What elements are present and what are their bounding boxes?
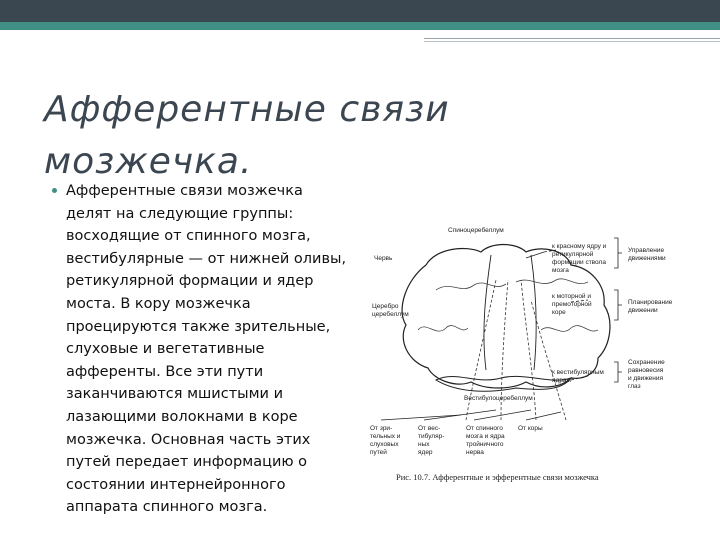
label-out-bot: к вестибулярным [552, 369, 604, 376]
label-input-2: ных [418, 441, 430, 448]
afferent-line [381, 415, 461, 420]
vermis-region [484, 255, 536, 370]
label-out-mid: к моторной и [552, 293, 591, 300]
label-out-mid: премоторной [552, 301, 592, 308]
lobe-ridge [541, 326, 598, 332]
afferent-line [526, 412, 561, 420]
label-out-mid: коре [552, 309, 566, 316]
label-input-3: мозга и ядра [466, 433, 505, 440]
label-input-1: тельных и [370, 433, 401, 440]
label-vermis: Червь [374, 255, 393, 262]
lobe-ridge [418, 326, 468, 332]
label-cerebro: Церебро [372, 303, 399, 310]
bullet-icon [52, 188, 57, 193]
label-fn-mid: Планирование [628, 299, 673, 306]
label-fn-bot: Сохранение [628, 359, 665, 366]
cerebellum-diagram-svg [366, 220, 691, 490]
lobe-ridge [516, 279, 588, 284]
label-cerebro: церебеллум [372, 311, 409, 318]
label-fn-bot: равновесия [628, 367, 664, 374]
efferent-arrow [526, 252, 544, 258]
bullet-text: Афферентные связи мозжечка делят на следующие группы: восходящие от спинного мозга, вестибулярные — от нижней оливы, ретикулярной формации и ядер моста. В кору мозжечка проецируются также зрительные, слуховые и вегетативные афференты. Все эти пути заканчиваются мшистыми и лазающими волокнами в коре мозжечка. Основная часть этих путей передает информацию о состоянии интернейронного аппарата спинного мозга. [66, 183, 347, 516]
afferent-line [474, 410, 531, 420]
label-out-top: формации ствола [552, 259, 606, 266]
label-fn-top: Управление [628, 247, 665, 254]
figure-caption: Рис. 10.7. Афферентные и эфферентные связи мозжечка [396, 472, 599, 482]
label-out-top: мозга [552, 267, 569, 274]
label-input-1: От зри- [370, 425, 393, 432]
label-fn-top: движениями [628, 255, 666, 262]
label-input-3: тройничного [466, 441, 504, 448]
cerebellum-outline [402, 245, 610, 389]
label-input-1: слуховых [370, 441, 399, 448]
label-fn-bot: и движения [628, 375, 664, 382]
label-spinocerebellum: Спиноцеребеллум [448, 227, 504, 234]
label-vestibulo: Вестибулоцеребеллум [464, 395, 533, 402]
bracket [614, 290, 622, 320]
slide-title: Афферентные связи мозжечка. [44, 89, 450, 182]
label-fn-bot: глаз [628, 383, 641, 390]
divider-line [424, 38, 720, 39]
label-input-3: От спинного [466, 425, 503, 432]
lobe-ridge [436, 283, 506, 290]
label-fn-mid: движении [628, 307, 658, 314]
label-input-2: тибуляр- [418, 433, 445, 440]
label-input-3: нерва [466, 449, 484, 456]
label-input-4: От коры [518, 425, 543, 432]
accent-line [0, 22, 720, 30]
divider-line [424, 41, 720, 42]
label-input-2: ядер [418, 449, 433, 456]
label-out-top: к красному ядру и [552, 243, 607, 250]
afferent-line [424, 410, 496, 420]
label-out-bot: ядрам [552, 377, 572, 384]
label-out-top: ретикулярной [552, 251, 594, 258]
label-input-2: От вес- [418, 425, 441, 432]
top-bar [0, 0, 720, 22]
bracket [614, 362, 622, 382]
bracket [614, 238, 622, 268]
label-input-1: путей [370, 449, 387, 456]
cerebellum-diagram [366, 220, 691, 490]
